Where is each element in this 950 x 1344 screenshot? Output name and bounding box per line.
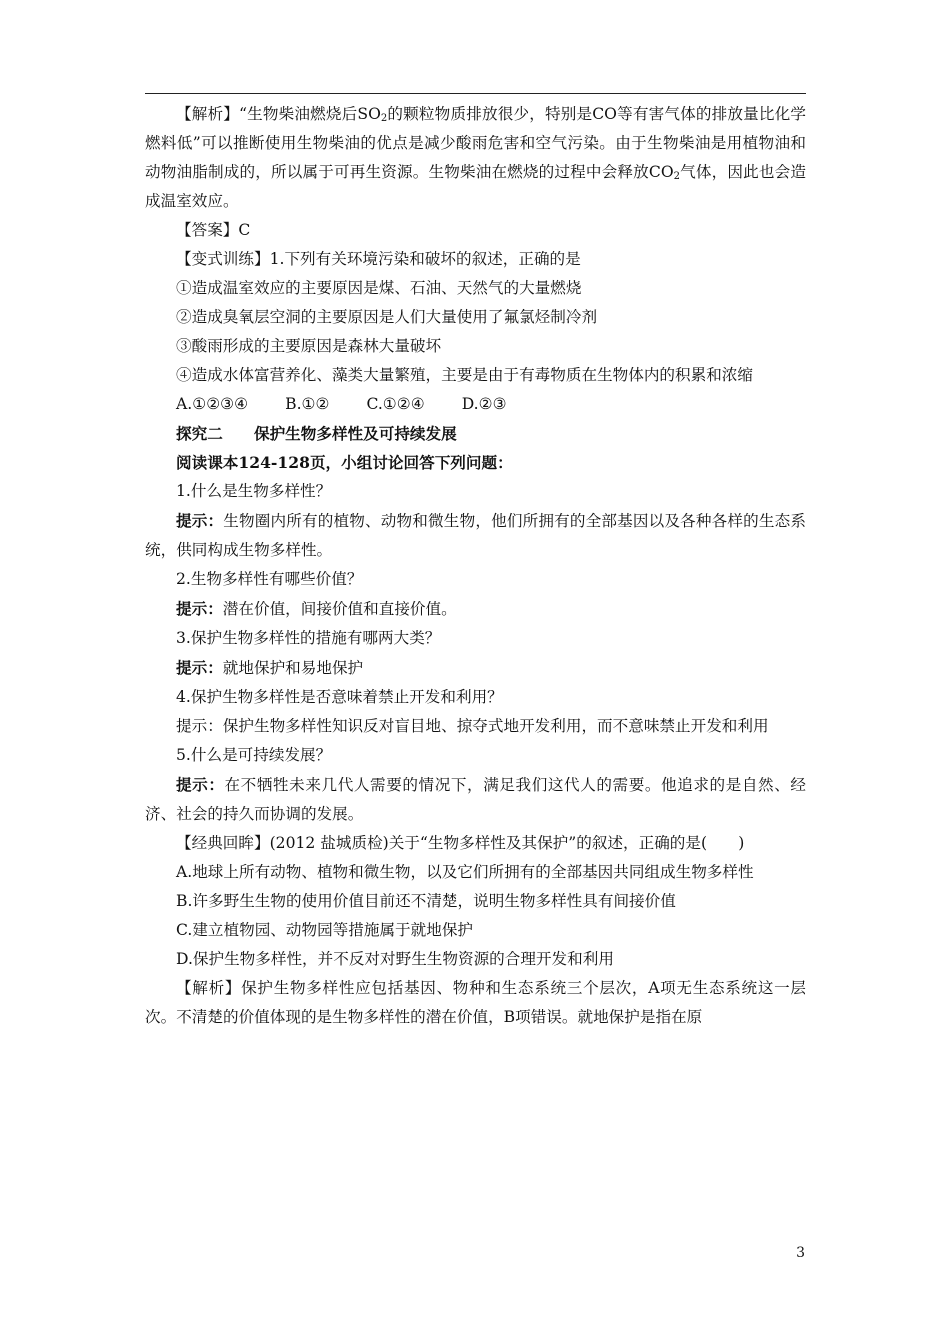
variant-item-3: ③酸雨形成的主要原因是森林大量破坏 — [176, 337, 442, 355]
question-1: 1.什么是生物多样性？ — [176, 482, 332, 500]
question-5: 5.什么是可持续发展？ — [176, 746, 332, 764]
question-3: 3.保护生物多样性的措施有哪两大类？ — [176, 629, 441, 647]
explore-instruction: 阅读课本124-128页，小组讨论回答下列问题： — [176, 453, 513, 472]
hint-5: 提示：在不牺牲未来几代人需要的情况下，满足我们这代人的需要。他追求的是自然、经济、社会的持久而协调的发展。 — [145, 775, 806, 823]
hint-2: 提示：潜在价值，间接价值和直接价值。 — [176, 599, 457, 618]
classic-option-c: C.建立植物园、动物园等措施属于就地保护 — [176, 921, 474, 939]
page-number: 3 — [796, 1245, 805, 1261]
analysis-paragraph-1: 【解析】“生物柴油燃烧后$SO_2$的颗粒物质排放很少，特别是CO等有害气体的排放量比化学燃料低”可以推断使用生物柴油的优点是减少酸雨危害和空气污染。由于生物柴油是用植物油和动物油脂制成的，所以属于可再生资源。生物柴油在燃烧的过程中会释放$CO_2$气体，因此也会造成温室效应。 — [145, 105, 806, 210]
variant-option-c: C.①②④ — [366, 395, 425, 413]
classic-option-b: B.许多野生生物的使用价值目前还不清楚，说明生物多样性具有间接价值 — [176, 892, 676, 910]
question-2: 2.生物多样性有哪些价值？ — [176, 570, 363, 588]
hint-4: 提示：保护生物多样性知识反对盲目地、掠夺式地开发利用，而不意味禁止开发和利用 — [176, 717, 769, 735]
variant-item-2: ②造成臭氧层空洞的主要原因是人们大量使用了氟氯烃制冷剂 — [176, 308, 598, 326]
variant-question: 【变式训练】1.下列有关环境污染和破坏的叙述，正确的是 — [176, 250, 581, 268]
variant-option-b: B.①② — [285, 395, 330, 413]
hint-3: 提示：就地保护和易地保护 — [176, 658, 364, 677]
classic-option-a: A.地球上所有动物、植物和微生物，以及它们所拥有的全部基因共同组成生物多样性 — [176, 863, 754, 881]
question-4: 4.保护生物多样性是否意味着禁止开发和利用？ — [176, 688, 503, 706]
hint-1: 提示：生物圈内所有的植物、动物和微生物，他们所拥有的全部基因以及各种各样的生态系统，供同构成生物多样性。 — [145, 511, 806, 559]
variant-option-d: D.②③ — [461, 395, 507, 413]
variant-item-1: ①造成温室效应的主要原因是煤、石油、天然气的大量燃烧 — [176, 279, 582, 297]
variant-item-4: ④造成水体富营养化、藻类大量繁殖，主要是由于有毒物质在生物体内的积累和浓缩 — [176, 366, 753, 384]
answer-line: 【答案】C — [176, 221, 251, 239]
header-rule — [145, 93, 806, 94]
classic-option-d: D.保护生物多样性，并不反对对野生生物资源的合理开发和利用 — [176, 950, 614, 968]
analysis-paragraph-2: 【解析】保护生物多样性应包括基因、物种和生态系统三个层次，A项无生态系统这一层次。不清楚的价值体现的是生物多样性的潜在价值，B项错误。就地保护是指在原 — [145, 979, 806, 1026]
classic-question: 【经典回眸】(2012 盐城质检)关于“生物多样性及其保护”的叙述，正确的是( ) — [176, 834, 745, 852]
explore-heading: 探究二 保护生物多样性及可持续发展 — [176, 424, 457, 443]
variant-option-a: A.①②③④ — [176, 395, 249, 413]
variant-options — [145, 390, 806, 419]
page-content — [145, 100, 806, 1032]
